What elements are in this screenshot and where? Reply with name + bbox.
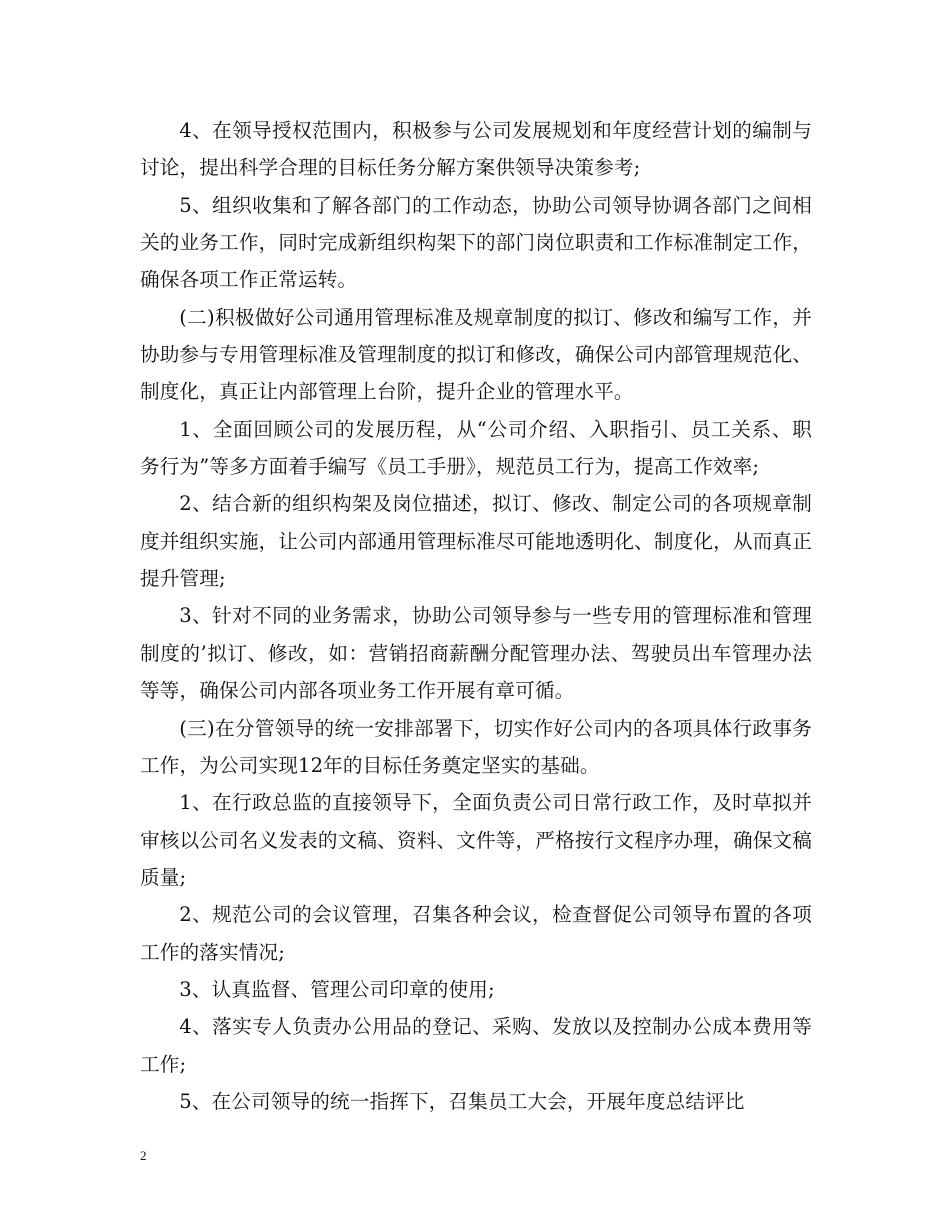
paragraph-item-3-special-standards: 3、针对不同的业务需求，协助公司领导参与一些专用的管理标准和管理制度的’拟订、修改，如：营销招商薪酬分配管理办法、驾驶员出车管理办法等等，确保公司内部各项业务工作开展有章可循。 <box>140 604 812 703</box>
section-heading-two: (二)积极做好公司通用管理标准及规章制度的拟订、修改和编写工作，并协助参与专用管理标准及管理制度的拟订和修改，确保公司内部管理规范化、制度化，真正让内部管理上台阶，提升企业的管理水平。 <box>140 305 812 404</box>
paragraph-item-5-staff-meeting: 5、在公司领导的统一指挥下，召集员工大会，开展年度总结评比 <box>179 1089 745 1113</box>
document-body <box>140 112 812 1120</box>
paragraph-item-5-coordination: 5、组织收集和了解各部门的工作动态，协助公司领导协调各部门之间相关的业务工作，同时完成新组织构架下的部门岗位职责和工作标准制定工作，确保各项工作正常运转。 <box>140 193 812 292</box>
paragraph-item-4-planning: 4、在领导授权范围内，积极参与公司发展规划和年度经营计划的编制与讨论，提出科学合理的目标任务分解方案供领导决策参考; <box>140 119 812 180</box>
paragraph-item-4-office-supplies: 4、落实专人负责办公用品的登记、采购、发放以及控制办公成本费用等工作; <box>140 1015 812 1076</box>
section-heading-three: (三)在分管领导的统一安排部署下，切实作好公司内的各项具体行政事务工作，为公司实现12年的目标任务奠定坚实的基础。 <box>140 716 812 777</box>
paragraph-item-3-seals: 3、认真监督、管理公司印章的使用; <box>179 977 495 1001</box>
page-number: 2 <box>140 1148 147 1163</box>
paragraph-item-2-meetings: 2、规范公司的会议管理，召集各种会议，检查督促公司领导布置的各项工作的落实情况; <box>140 903 812 964</box>
paragraph-item-2-regulations: 2、结合新的组织构架及岗位描述，拟订、修改、制定公司的各项规章制度并组织实施，让公司内部通用管理标准尽可能地透明化、制度化，从而真正提升管理; <box>140 492 812 591</box>
paragraph-item-1-admin-work: 1、在行政总监的直接领导下，全面负责公司日常行政工作，及时草拟并审核以公司名义发表的文稿、资料、文件等，严格按行文程序办理，确保文稿质量; <box>140 791 812 889</box>
paragraph-item-1-handbook: 1、全面回顾公司的发展历程，从“公司介绍、入职指引、员工关系、职务行为”等多方面着手编写《员工手册》，规范员工行为，提高工作效率; <box>140 417 812 479</box>
